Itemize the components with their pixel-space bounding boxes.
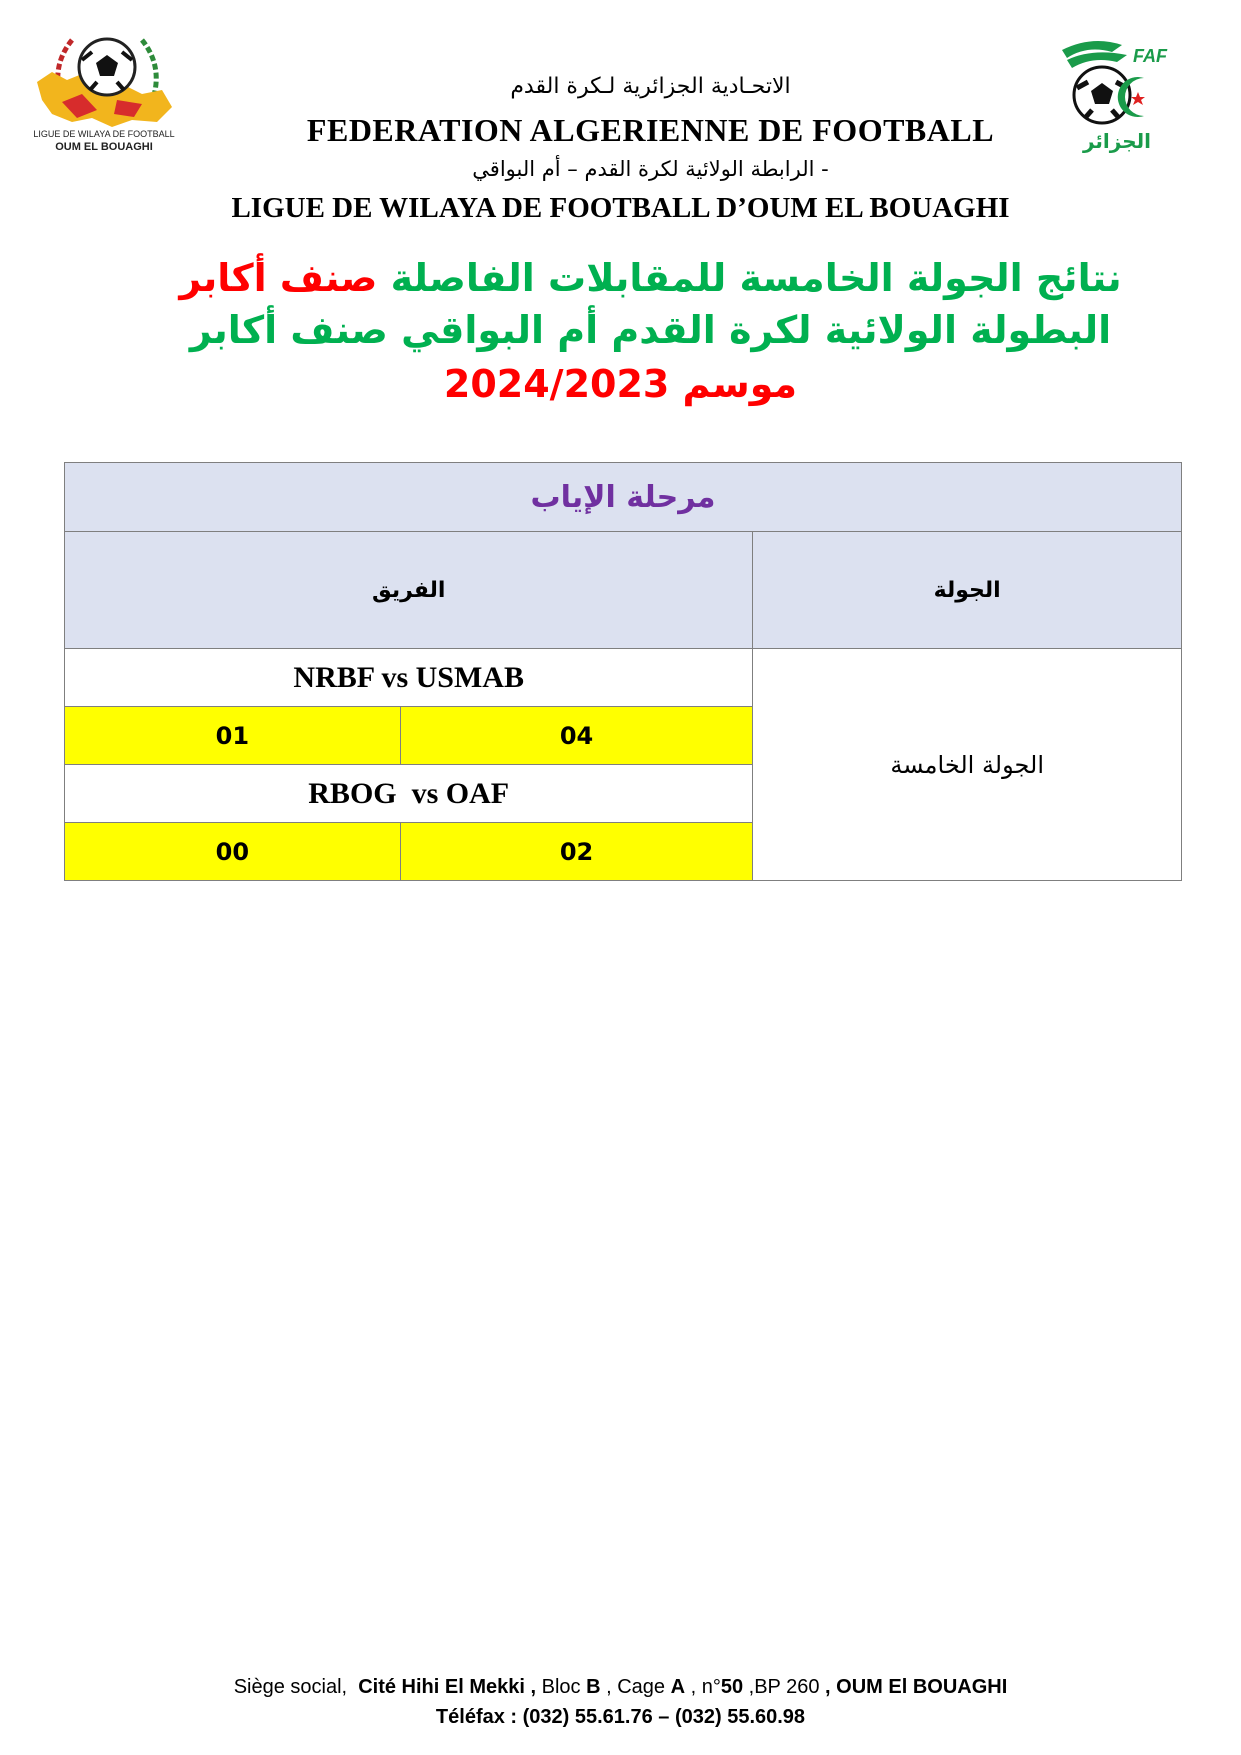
footer-bloc-label: Bloc [541, 1676, 581, 1698]
match-score-right: 02 [400, 823, 753, 881]
french-league-name: LIGUE DE WILAYA DE FOOTBALL D’OUM EL BOUAGHI [231, 192, 1010, 224]
league-logo-line2: OUM EL BOUAGHI [55, 141, 153, 153]
match-score-left: 01 [65, 707, 401, 765]
round-name: الجولة الخامسة [753, 649, 1182, 881]
column-header-row [65, 532, 1182, 649]
phase-heading: مرحلة الإياب [65, 463, 1182, 532]
match-score-right: 04 [400, 707, 753, 765]
footer-num: 50 [720, 1676, 744, 1698]
team-column-header: الفريق [65, 532, 753, 649]
french-federation-name: FEDERATION ALGERIENNE DE FOOTBALL [306, 112, 995, 148]
table-row [65, 649, 1182, 707]
faf-logo-letters: FAF [1133, 46, 1167, 66]
footer-telefax: Téléfax : (032) 55.61.76 – (032) 55.60.98 [435, 1706, 806, 1728]
footer-bp: BP 260 [754, 1676, 820, 1698]
championship-title: البطولة الولائية لكرة القدم أم البواقي صنف أكابر [189, 308, 1112, 352]
results-title-green: نتائج الجولة الخامسة للمقابلات الفاصلة [390, 256, 1122, 300]
round-column-header: الجولة [753, 532, 1182, 649]
footer-city: OUM El BOUAGHI [836, 1676, 1008, 1698]
results-title [0, 256, 1241, 300]
league-logo-line1: LIGUE DE WILAYA DE FOOTBALL [33, 129, 175, 139]
footer-street: Cité Hihi El Mekki [358, 1676, 525, 1698]
results-table [64, 462, 1182, 881]
footer-prefix: Siège social [233, 1676, 342, 1698]
phase-row [65, 463, 1182, 532]
match-teams: RBOG vs OAF [65, 765, 753, 823]
footer-address: Siège social, Cité Hihi El Mekki , Bloc B , Cage A , n°50 ,BP 260 , OUM El BOUAGHI [233, 1676, 1008, 1698]
footer-cage: A [670, 1676, 686, 1698]
footer-bloc: B [586, 1676, 601, 1698]
results-title-category: صنف أكابر [179, 256, 378, 300]
footer-cage-label: Cage [617, 1676, 666, 1698]
season-title: موسم 2024/2023 [443, 362, 798, 406]
faf-logo-arabic: الجزائر [1082, 129, 1152, 153]
match-teams: NRBF vs USMAB [65, 649, 753, 707]
arabic-federation-name: الاتحـادية الجزائرية لـكرة القدم [510, 74, 791, 99]
arabic-league-name: الرابطة الولائية لكرة القدم – أم البواقي - [472, 157, 829, 181]
footer-num-label: n° [701, 1676, 721, 1698]
match-score-left: 00 [65, 823, 401, 881]
